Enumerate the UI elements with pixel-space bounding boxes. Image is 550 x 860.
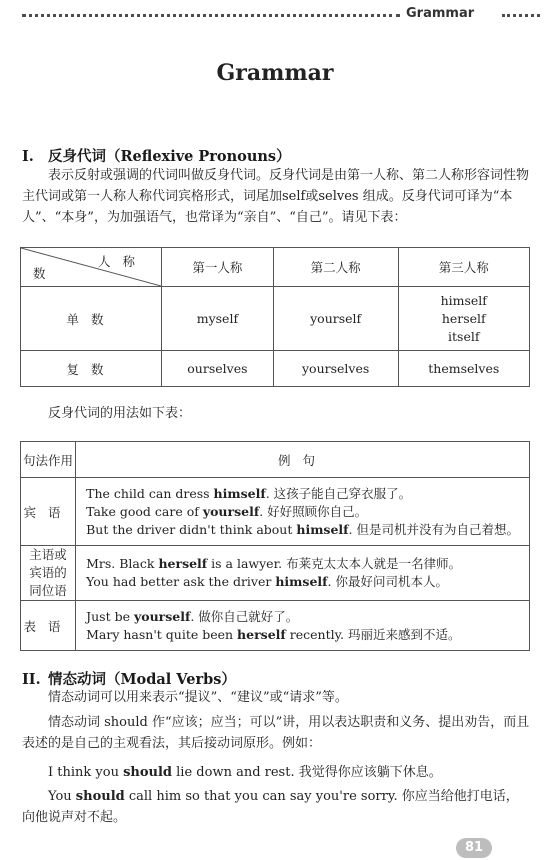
example-sentence: Mrs. Black herself is a lawyer. 布莱克太太本人就是一名律师。: [86, 556, 462, 571]
section-1-title: 反身代词（Reflexive Pronouns）: [48, 148, 291, 165]
header-title: Grammar: [406, 6, 475, 21]
section-2-heading: [22, 668, 236, 689]
usage-table: [20, 441, 530, 651]
usage-intro: 反身代词的用法如下表：: [48, 406, 192, 421]
example-sentence: You had better ask the driver himself. 你最好问司机本人。: [86, 574, 448, 589]
table-cell: yourself: [273, 287, 398, 351]
cell-line: himself: [440, 292, 487, 308]
table-cell: yourselves: [273, 351, 398, 387]
page-title: Grammar: [216, 60, 334, 86]
column-header: 第三人称: [398, 248, 529, 287]
table-header-row: [21, 248, 530, 287]
section-2-title: 情态动词（Modal Verbs）: [48, 671, 236, 688]
row-label: 单数: [21, 287, 162, 351]
example-sentence: Just be yourself. 做你自己就好了。: [86, 608, 299, 624]
example-sentence: But the driver didn't think about himself. 但是司机并没有为自己着想。: [86, 521, 519, 537]
table-corner-cell: [21, 248, 162, 287]
example-sentence: Take good care of yourself. 好好照顾你自己。: [86, 503, 368, 519]
table-row: [21, 546, 530, 601]
row-label: 复数: [21, 351, 162, 387]
row-label: 表语: [21, 601, 76, 651]
example-cell: [76, 546, 530, 601]
column-header: 句法作用: [21, 442, 76, 478]
section-2-paragraph-2: 情态动词 should 作“应该；应当；可以”讲，用以表达职责和义务、提出劝告，而且表述的是自己的主观看法，其后接动词原形。例如：: [22, 715, 530, 751]
cell-line: itself: [448, 328, 480, 344]
section-2-number: II.: [22, 671, 41, 688]
column-header: 例句: [76, 442, 530, 478]
example-cell: [76, 601, 530, 651]
corner-label-person: 人称: [97, 254, 147, 269]
section-2-paragraph-1: 情态动词可以用来表示“提议”、“建议”或“请求”等。: [48, 690, 348, 705]
example-sentence: Mary hasn't quite been herself recently. 玛丽近来感到不适。: [86, 626, 461, 642]
table-cell: themselves: [398, 351, 529, 387]
column-header: 第一人称: [162, 248, 274, 287]
example-sentence: You should call him so that you can say you're sorry. 你应当给他打电话，向他说声对不起。: [22, 789, 519, 825]
header-dots-left: [22, 14, 400, 17]
example-sentence: The child can dress himself. 这孩子能自己穿衣服了。: [86, 485, 412, 501]
reflexive-pronoun-table: [20, 247, 530, 387]
table-row: [21, 601, 530, 651]
section-1-heading: [22, 145, 291, 166]
section-1-number: I.: [22, 148, 34, 165]
running-header: [22, 6, 540, 22]
row-label: 宾语: [21, 478, 76, 546]
example-cell: [76, 478, 530, 546]
table-cell: ourselves: [162, 351, 274, 387]
header-dots-right: [502, 14, 540, 17]
table-row: [21, 287, 530, 351]
table-cell: [398, 287, 529, 351]
table-row: [21, 478, 530, 546]
table-row: [21, 351, 530, 387]
page-number-badge: 81: [456, 838, 492, 858]
section-1-intro: 表示反射或强调的代词叫做反身代词。反身代词是由第一人称、第二人称形容词性物主代词或第一人称人称代词宾格形式，词尾加self或selves 组成。反身代词可译为“本人”、“本身”，为加强语气，也常译为“亲自”、“自己”。请见下表：: [22, 168, 530, 225]
example-sentence: I think you should lie down and rest. 我觉得你应该躺下休息。: [48, 765, 442, 780]
cell-line: herself: [441, 310, 486, 326]
corner-label-number: 数: [33, 266, 46, 281]
column-header: 第二人称: [273, 248, 398, 287]
row-label: 主语或宾语的同位语: [21, 546, 76, 601]
table-header-row: [21, 442, 530, 478]
table-cell: myself: [162, 287, 274, 351]
